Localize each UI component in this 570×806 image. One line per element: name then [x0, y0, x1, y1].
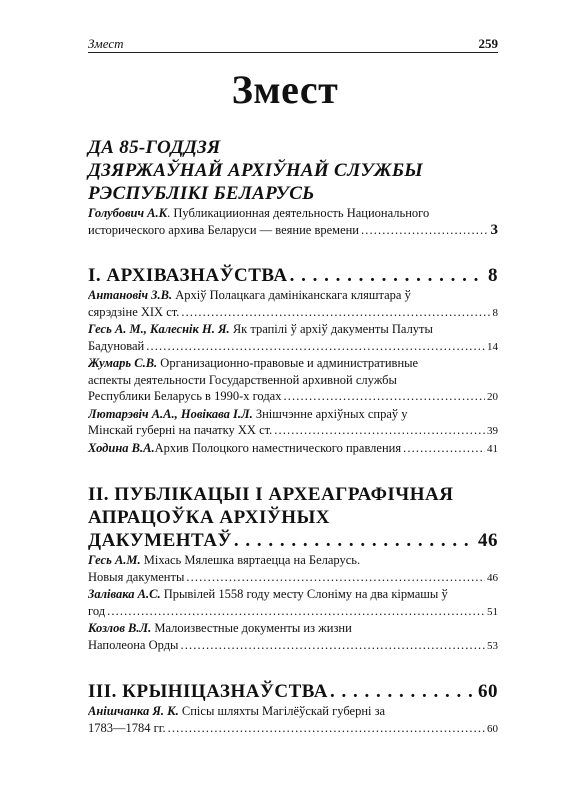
- toc-entry[interactable]: [88, 552, 498, 586]
- entry-title: Прывілей 1558 году месту Слоніму на два кірмашы ў: [160, 587, 448, 601]
- entry-title: Як трапілі ў архіў дакументы Палуты: [229, 322, 433, 336]
- toc-section-anniversary: [88, 136, 498, 238]
- page-number: 259: [478, 36, 498, 51]
- section-heading-text: ДАКУМЕНТАЎ: [88, 530, 232, 551]
- entry-title: 1783—1784 гг.: [88, 720, 166, 735]
- entry-title: Республики Беларусь в 1990-х годах: [88, 389, 282, 403]
- entry-page: 51: [487, 605, 498, 618]
- section-page: 46: [478, 530, 498, 551]
- dot-leader: [181, 304, 490, 321]
- dot-leader: [107, 603, 485, 620]
- section-heading-line: ДЗЯРЖАЎНАЙ АРХІЎНАЙ СЛУЖБЫ: [88, 160, 423, 181]
- entry-title: Архив Полоцкого наместнического правления: [154, 440, 402, 455]
- entry-author: Антановіч З.В.: [88, 288, 173, 302]
- dot-leader: [146, 338, 485, 355]
- entry-author: Анішчанка Я. К.: [88, 704, 179, 718]
- entry-author: Голубович А.К: [88, 206, 168, 220]
- section-heading-line: РЭСПУБЛІКІ БЕЛАРУСЬ: [88, 183, 315, 204]
- dot-leader: [330, 680, 476, 703]
- section-heading-line: АПРАЦОЎКА АРХІЎНЫХ: [88, 507, 330, 528]
- table-of-contents: [88, 136, 498, 737]
- toc-entry[interactable]: [88, 355, 498, 406]
- toc-entry[interactable]: [88, 287, 498, 321]
- entry-author: Гесь А.М.: [88, 553, 141, 567]
- entry-page: 20: [487, 391, 498, 403]
- entry-title: Мінскай губерні на пачатку XX ст.: [88, 423, 273, 437]
- section-heading[interactable]: [88, 680, 498, 703]
- entry-title: Новыя дакументы: [88, 569, 185, 584]
- section-heading-line: ДА 85-ГОДДЗЯ: [88, 137, 221, 158]
- entry-author: Жумарь С.В.: [88, 356, 158, 370]
- entry-title: Организационно-правовые и административные: [157, 356, 419, 370]
- toc-entry[interactable]: [88, 321, 498, 355]
- toc-entry[interactable]: [88, 586, 498, 620]
- toc-entry[interactable]: [88, 703, 498, 737]
- entry-title: . Публикациионная деятельность Национального: [167, 206, 430, 220]
- entry-title: Архіў Полацкага дамініканскага кляштара ў: [172, 288, 411, 302]
- entry-title: год: [88, 603, 106, 618]
- entry-title: Малоизвестные документы из жизни: [151, 621, 352, 635]
- dot-leader: [283, 388, 485, 405]
- entry-title: Міхась Мялешка вяртаецца на Беларусь.: [140, 553, 361, 567]
- entry-author: Залівака А.С.: [88, 587, 161, 601]
- entry-page: 8: [492, 306, 498, 319]
- entry-page: 46: [487, 571, 498, 584]
- dot-leader: [361, 222, 489, 239]
- entry-page: 3: [490, 221, 498, 238]
- entry-author: Лютарэвіч А.А., Новікава І.Л.: [88, 406, 253, 421]
- toc-section-source-studies: [88, 680, 498, 737]
- toc-entry[interactable]: [88, 406, 498, 440]
- page-title: Змест: [231, 67, 339, 112]
- dot-leader: [290, 264, 486, 287]
- toc-entry[interactable]: [88, 205, 498, 238]
- toc-entry[interactable]: [88, 620, 498, 654]
- entry-title: Бадуновай: [88, 338, 145, 353]
- section-heading[interactable]: [88, 264, 498, 287]
- running-header-title: Змест: [88, 36, 124, 51]
- entry-page: 41: [487, 442, 498, 455]
- entry-page: 53: [487, 639, 498, 652]
- entry-title: Знішчэнне архіўных спраў у: [252, 406, 408, 421]
- entry-page: 14: [487, 340, 498, 353]
- dot-leader: [168, 720, 485, 737]
- toc-section-archival-science: [88, 264, 498, 457]
- entry-author: Ходина В.А.: [88, 440, 155, 455]
- entry-page: 60: [487, 722, 498, 735]
- section-heading-text: III. КРЫНІЦАЗНАЎСТВА: [88, 681, 328, 702]
- entry-title: исторического архива Беларуси — веяние времени: [88, 222, 359, 237]
- toc-section-publications: [88, 483, 498, 654]
- section-heading-line: II. ПУБЛІКАЦЫІ І АРХЕАГРАФІЧНАЯ: [88, 484, 454, 505]
- section-heading-text: I. АРХІВАЗНАЎСТВА: [88, 265, 288, 286]
- entry-title: аспекты деятельности Государственной архивной службы: [88, 372, 397, 387]
- running-header: [88, 36, 498, 53]
- entry-author: Гесь А. М., Калеснік Н. Я.: [88, 322, 230, 336]
- section-heading[interactable]: [88, 529, 498, 552]
- entry-page: 39: [487, 425, 498, 437]
- section-page: 60: [478, 681, 498, 702]
- dot-leader: [234, 529, 476, 552]
- dot-leader: [186, 569, 485, 586]
- section-page: 8: [488, 265, 498, 286]
- entry-title: сярэдзіне XIX ст.: [88, 304, 180, 319]
- entry-title: Спісы шляхты Магілёўскай губерні за: [178, 704, 386, 718]
- toc-entry[interactable]: [88, 440, 498, 458]
- entry-title: Наполеона Орды: [88, 637, 179, 652]
- dot-leader: [403, 440, 485, 457]
- dot-leader: [274, 422, 485, 439]
- entry-author: Козлов В.Л.: [88, 621, 152, 635]
- dot-leader: [180, 637, 485, 654]
